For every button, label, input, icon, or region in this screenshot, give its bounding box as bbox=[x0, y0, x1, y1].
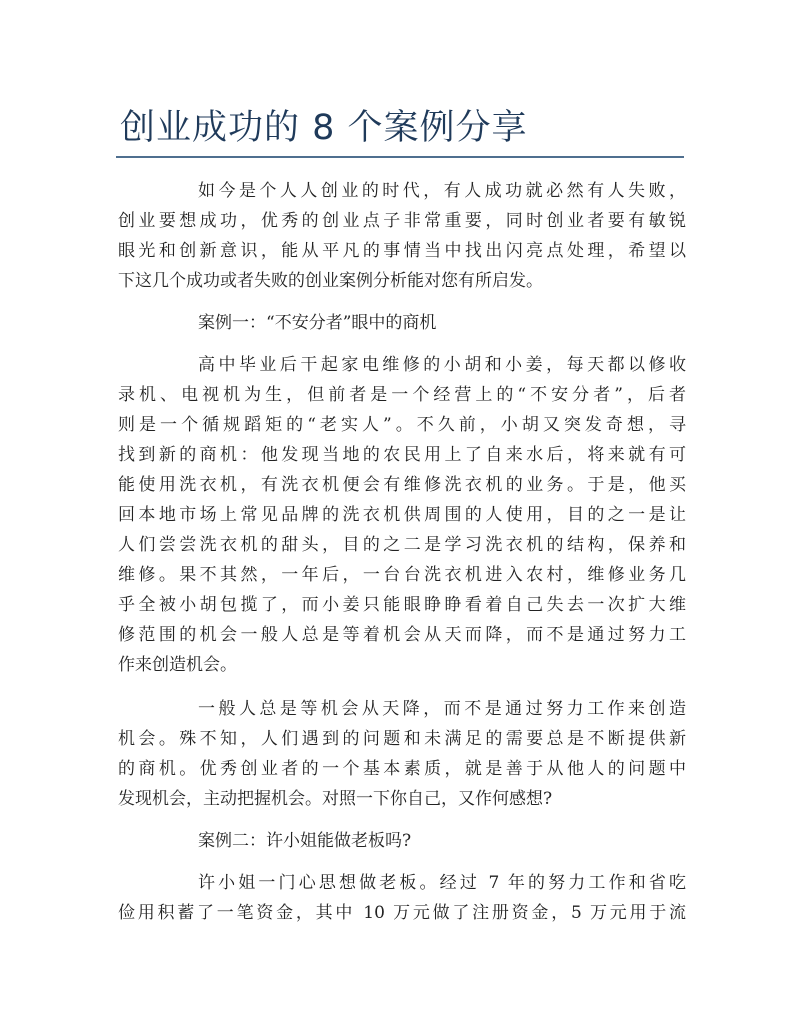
case1-heading: 案例一：“不安分者”眼中的商机 bbox=[198, 313, 437, 333]
text-line: 如今是个人人创业的时代，有人成功就必然有人失败， bbox=[198, 181, 686, 201]
text-line: 维修。果不其然，一年后，一台台洗衣机进入农村，维修业务几 bbox=[118, 565, 686, 585]
case2-paragraph-1 bbox=[118, 868, 686, 928]
text-line: 能使用洗衣机，有洗衣机便会有维修洗衣机的业务。于是，他买 bbox=[118, 475, 686, 495]
text-line: 的商机。优秀创业者的一个基本素质，就是善于从他人的问题中 bbox=[118, 759, 686, 779]
text-line: 眼光和创新意识，能从平凡的事情当中找出闪亮点处理，希望以 bbox=[118, 241, 686, 261]
text-line: 则是一个循规蹈矩的“老实人”。不久前，小胡又突发奇想，寻 bbox=[118, 415, 686, 435]
text-line: 录机、电视机为生，但前者是一个经营上的“不安分者”，后者 bbox=[118, 385, 686, 405]
case1-paragraph-1 bbox=[118, 350, 686, 680]
title-divider bbox=[116, 156, 684, 158]
text-line: 一般人总是等机会从天降，而不是通过努力工作来创造 bbox=[198, 699, 686, 719]
text-line: 乎全被小胡包揽了，而小姜只能眼睁睁看着自己失去一次扩大维 bbox=[118, 595, 686, 615]
text-line: 俭用积蓄了一笔资金，其中 10 万元做了注册资金，5 万元用于流 bbox=[118, 903, 686, 923]
case1-paragraph-2 bbox=[118, 694, 686, 814]
text-line: 下这几个成功或者失败的创业案例分析能对您有所启发。 bbox=[118, 271, 543, 291]
case2-heading: 案例二：许小姐能做老板吗? bbox=[198, 831, 412, 851]
text-line: 作来创造机会。 bbox=[118, 655, 237, 675]
text-line: 许小姐一门心思想做老板。经过 7 年的努力工作和省吃 bbox=[198, 873, 686, 893]
text-line: 高中毕业后干起家电维修的小胡和小姜，每天都以修收 bbox=[198, 355, 686, 375]
text-line: 回本地市场上常见品牌的洗衣机供周围的人使用，目的之一是让 bbox=[118, 505, 686, 525]
text-line: 人们尝尝洗衣机的甜头，目的之二是学习洗衣机的结构，保养和 bbox=[118, 535, 686, 555]
text-line: 找到新的商机：他发现当地的农民用上了自来水后，将来就有可 bbox=[118, 445, 686, 465]
text-line: 机会。殊不知，人们遇到的问题和未满足的需要总是不断提供新 bbox=[118, 729, 686, 749]
intro-paragraph bbox=[118, 176, 686, 296]
page-title: 创业成功的 8 个案例分享 bbox=[120, 108, 528, 148]
text-line: 修范围的机会一般人总是等着机会从天而降，而不是通过努力工 bbox=[118, 625, 686, 645]
text-line: 发现机会，主动把握机会。对照一下你自己，又作何感想? bbox=[118, 789, 553, 809]
text-line: 创业要想成功，优秀的创业点子非常重要，同时创业者要有敏锐 bbox=[118, 211, 686, 231]
